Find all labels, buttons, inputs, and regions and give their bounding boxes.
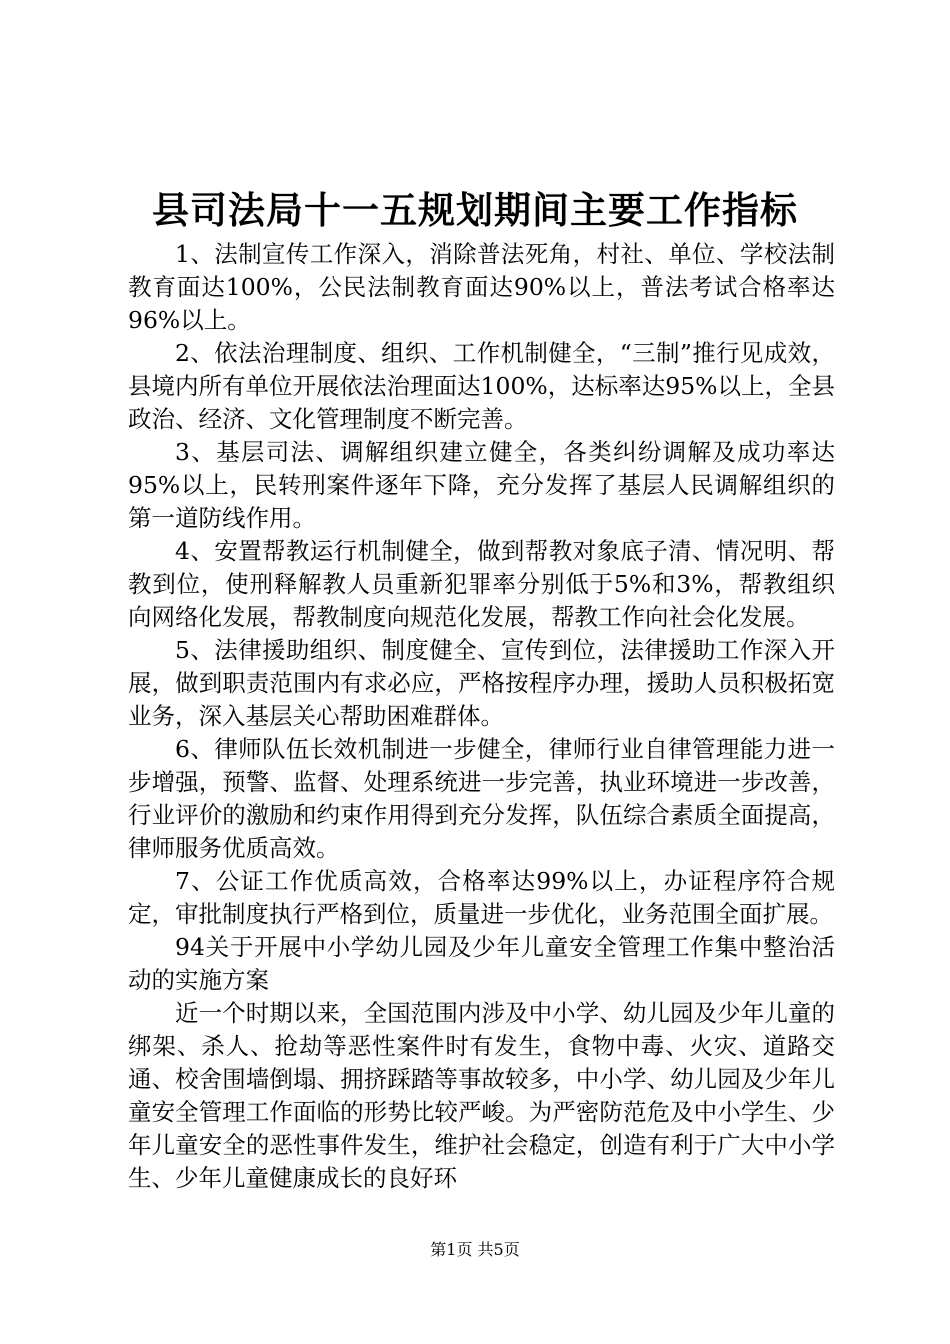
paragraph-5: 5、法律援助组织、制度健全、宣传到位，法律援助工作深入开展，做到职责范围内有求必应，严格按程序办理，援助人员积极拓宽业务，深入基层关心帮助困难群体。 (128, 636, 835, 730)
paragraph-1: 1、法制宣传工作深入，消除普法死角，村社、单位、学校法制教育面达100%，公民法制教育面达90%以上，普法考试合格率达96%以上。 (128, 240, 835, 334)
paragraph-6: 6、律师队伍长效机制进一步健全，律师行业自律管理能力进一步增强，预警、监督、处理系统进一步完善，执业环境进一步改善，行业评价的激励和约束作用得到充分发挥，队伍综合素质全面提高，律师服务优质高效。 (128, 735, 835, 862)
paragraph-4: 4、安置帮教运行机制健全，做到帮教对象底子清、情况明、帮教到位，使刑释解教人员重新犯罪率分别低于5%和3%，帮教组织向网络化发展，帮教制度向规范化发展，帮教工作向社会化发展。 (128, 537, 835, 631)
document-title: 县司法局十一五规划期间主要工作指标 (152, 188, 798, 232)
section-heading: 94关于开展中小学幼儿园及少年儿童安全管理工作集中整治活动的实施方案 (128, 933, 835, 994)
paragraph-intro: 近一个时期以来，全国范围内涉及中小学、幼儿园及少年儿童的绑架、杀人、抢劫等恶性案件时有发生，食物中毒、火灾、道路交通、校舍围墙倒塌、拥挤踩踏等事故较多，中小学、幼儿园及少年儿童安全管理工作面临的形势比较严峻。为严密防范危及中小学生、少年儿童安全的恶性事件发生，维护社会稳定，创造有利于广大中小学生、少年儿童健康成长的良好环 (128, 999, 835, 1192)
document-body (128, 238, 835, 1195)
paragraph-2: 2、依法治理制度、组织、工作机制健全，“三制”推行见成效，县境内所有单位开展依法治理面达100%，达标率达95%以上，全县政治、经济、文化管理制度不断完善。 (128, 339, 835, 433)
paragraph-7: 7、公证工作优质高效，合格率达99%以上，办证程序符合规定，审批制度执行严格到位，质量进一步优化，业务范围全面扩展。 (128, 867, 835, 928)
paragraph-3: 3、基层司法、调解组织建立健全，各类纠纷调解及成功率达95%以上，民转刑案件逐年下降，充分发挥了基层人民调解组织的第一道防线作用。 (128, 438, 835, 532)
page-footer: 第1页 共5页 (430, 1240, 520, 1259)
